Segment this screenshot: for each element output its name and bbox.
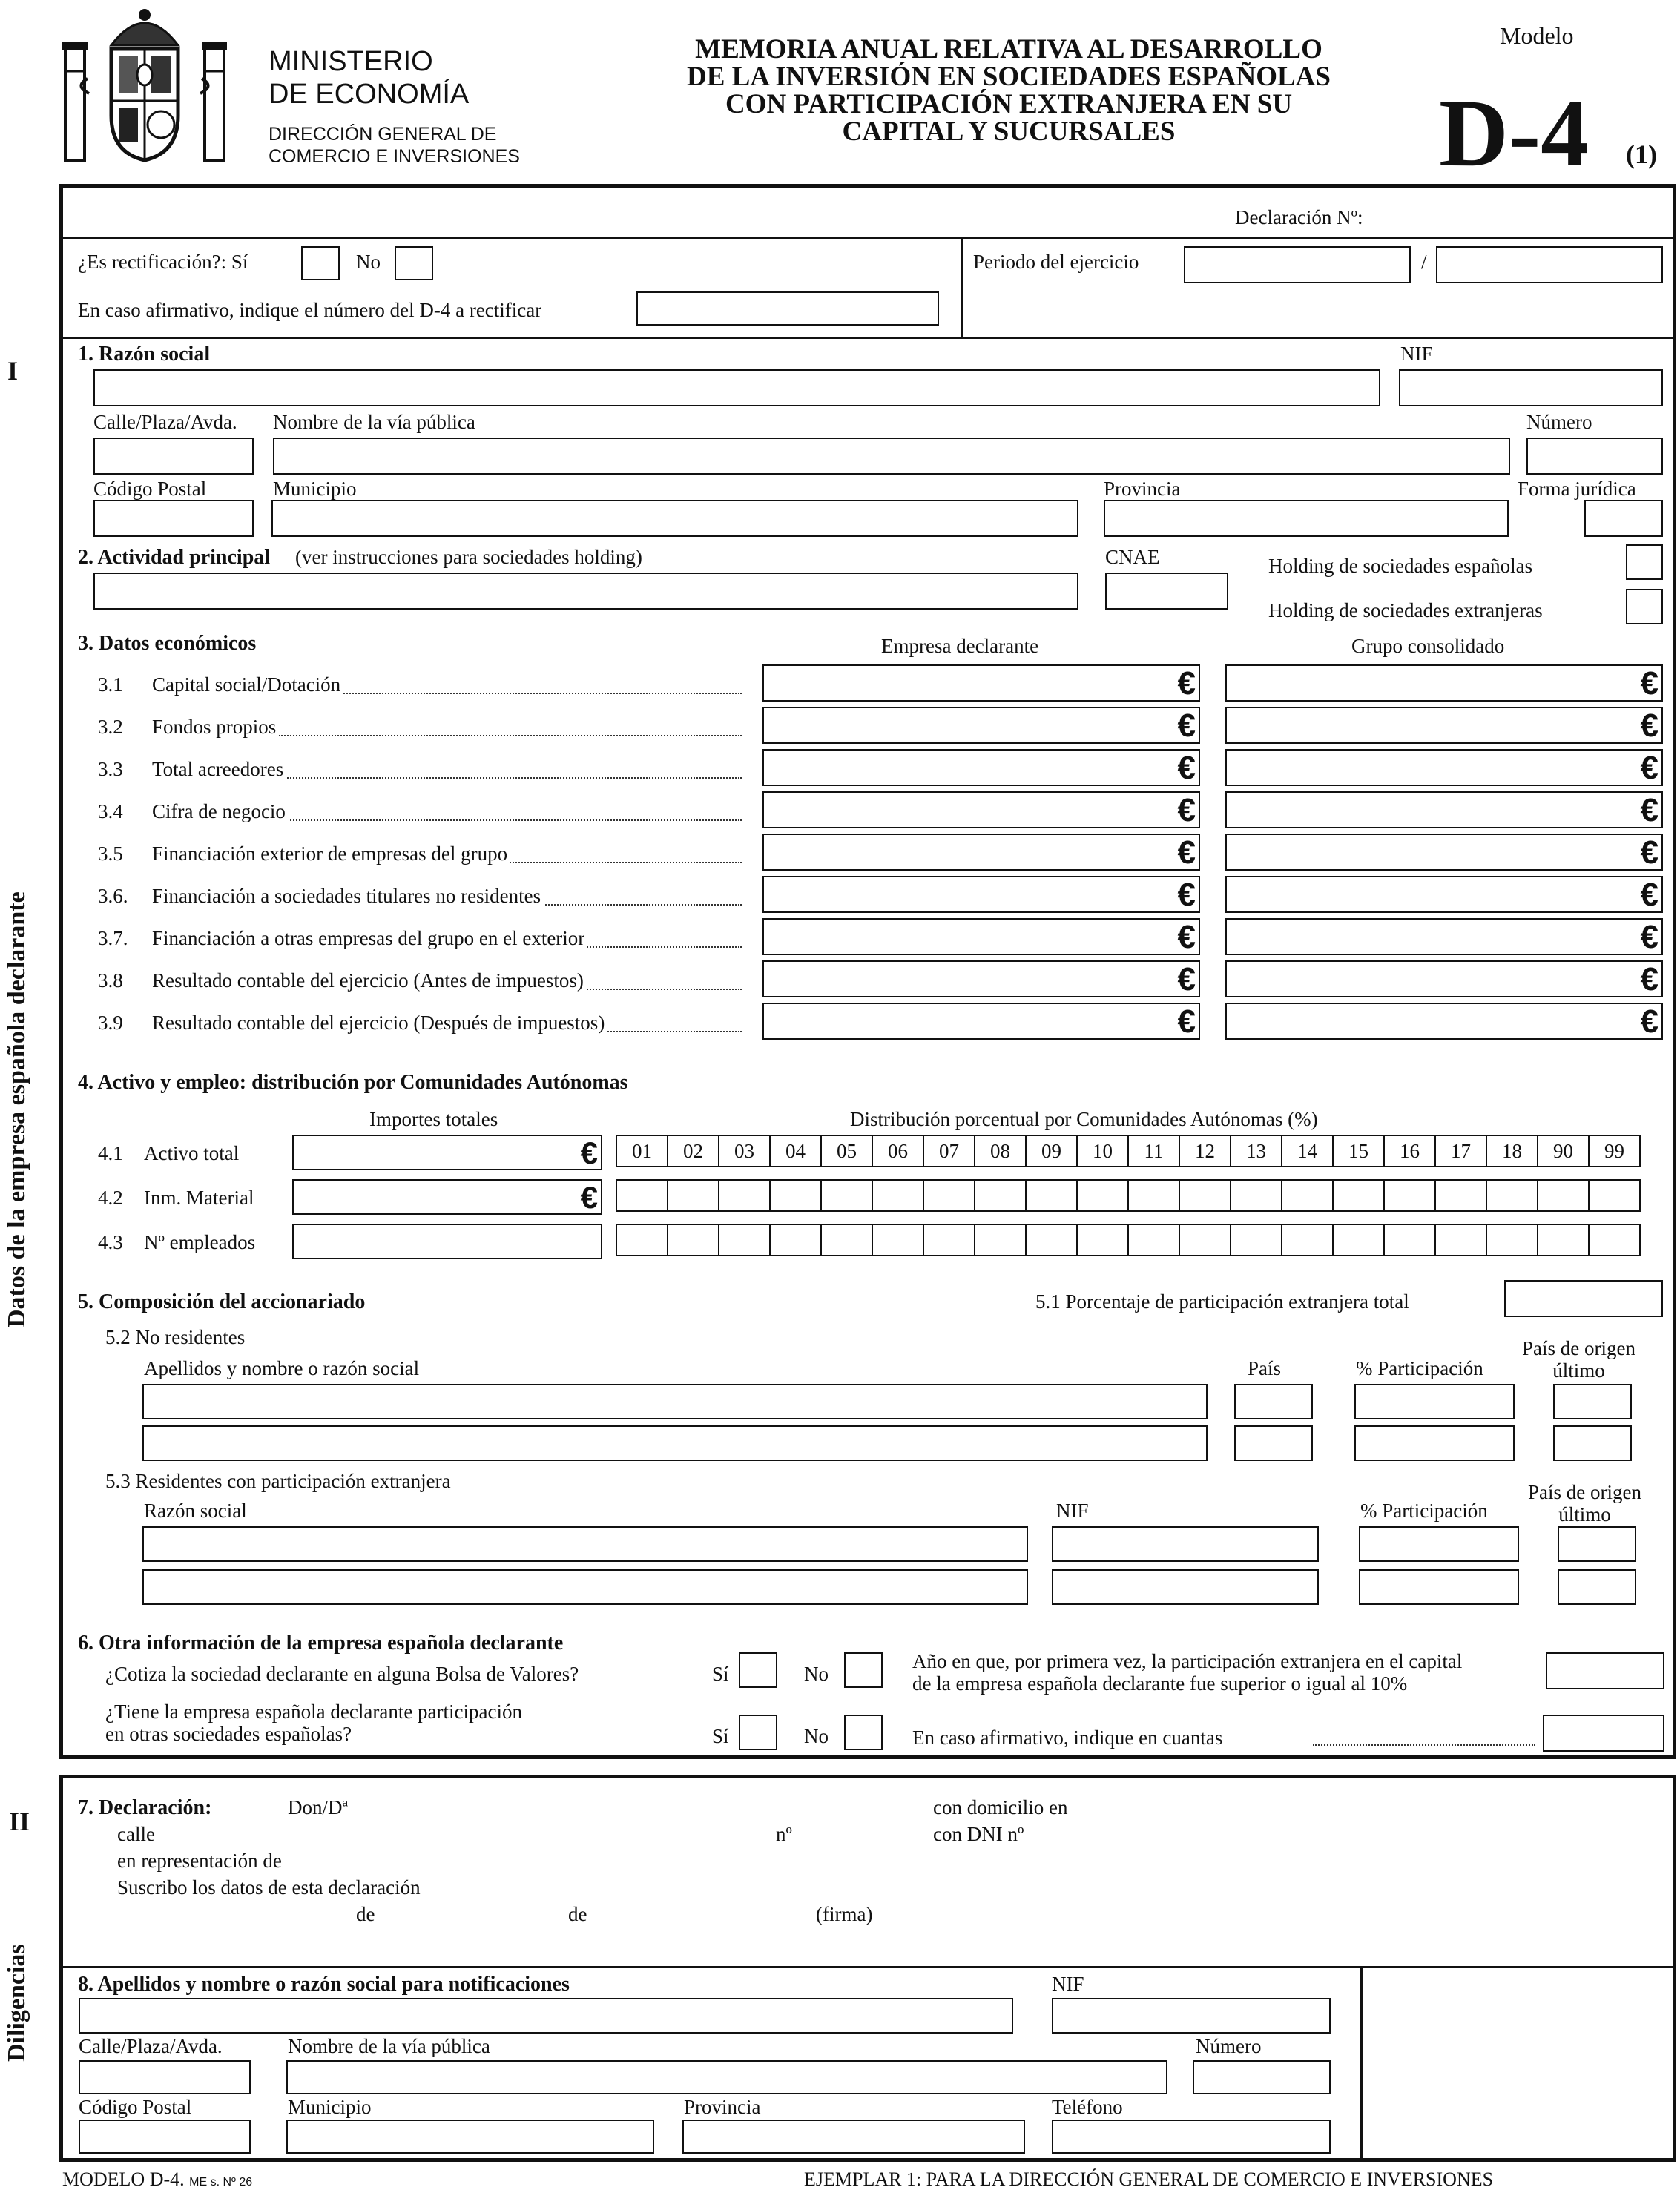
numero-input[interactable] — [1526, 438, 1663, 475]
econ-row-num: 3.3 — [98, 758, 123, 780]
part-si-label: Sí — [712, 1725, 729, 1747]
euro-icon: € — [1640, 792, 1658, 828]
ca-pct-input[interactable] — [974, 1224, 1027, 1256]
nores-origen-1[interactable] — [1553, 1384, 1632, 1419]
econ-row-num: 3.6. — [98, 885, 128, 907]
forma-input[interactable] — [1584, 500, 1663, 537]
grupo-amount-input[interactable] — [1225, 664, 1663, 702]
periodo-slash: / — [1421, 251, 1427, 273]
declaracion-title: 7. Declaración: — [78, 1796, 212, 1819]
apellidos-header: Apellidos y nombre o razón social — [144, 1357, 420, 1379]
residentes-label: 5.3 Residentes con participación extranjera — [105, 1470, 451, 1492]
otra-info-label: 6. Otra información de la empresa española declarante — [78, 1632, 564, 1655]
importe-total-input[interactable] — [292, 1179, 602, 1215]
ca-pct-input[interactable] — [1486, 1224, 1538, 1256]
euro-icon: € — [1177, 1003, 1196, 1040]
activo-row-label: Nº empleados — [144, 1231, 256, 1253]
nores-pct-1[interactable] — [1354, 1384, 1515, 1419]
s8-via-input[interactable] — [286, 2060, 1167, 2094]
nores-name-2[interactable] — [142, 1425, 1208, 1461]
empresa-amount-input[interactable] — [762, 960, 1200, 997]
econ-row-label: Total acreedores — [152, 759, 286, 779]
econ-row-num: 3.8 — [98, 969, 123, 992]
ca-code-cell: 17 — [1434, 1135, 1487, 1167]
section-1-title: Datos de la empresa española declarante — [3, 891, 30, 1327]
holding-es-label: Holding de sociedades españolas — [1268, 555, 1533, 577]
empresa-amount-input[interactable] — [762, 664, 1200, 702]
ca-pct-input[interactable] — [820, 1179, 873, 1212]
pais-header: País — [1248, 1357, 1282, 1379]
razon-header: Razón social — [144, 1500, 247, 1522]
section-1-roman: I — [7, 356, 19, 386]
activo-row-num: 4.1 — [98, 1142, 123, 1164]
ca-pct-input[interactable] — [769, 1179, 822, 1212]
razon-social-label: 1. Razón social — [78, 343, 211, 366]
provincia-label: Provincia — [1104, 478, 1181, 500]
importe-total-input[interactable] — [292, 1224, 602, 1259]
empresa-amount-input[interactable] — [762, 749, 1200, 786]
ca-pct-input[interactable] — [718, 1224, 771, 1256]
cnae-label: CNAE — [1105, 546, 1160, 568]
ca-code-cell: 16 — [1383, 1135, 1436, 1167]
ca-pct-input[interactable] — [923, 1224, 975, 1256]
calle-decl-label: calle — [117, 1823, 155, 1845]
s8-municipio-label: Municipio — [288, 2096, 372, 2118]
modelo-code: D-4 — [1439, 80, 1590, 187]
form-title: MEMORIA ANUAL RELATIVA AL DESARROLLO DE LA INVERSIÓN EN SOCIEDADES ESPAÑOLAS CON PARTICIPACIÓN EXTRANJERA EN SU CAPITAL Y SUCURSALES — [686, 34, 1331, 147]
euro-icon: € — [580, 1135, 598, 1170]
grupo-amount-input[interactable] — [1225, 707, 1663, 744]
direction-name: DIRECCIÓN GENERAL DE — [269, 124, 497, 145]
ca-pct-input[interactable] — [1281, 1179, 1334, 1212]
activo-empleo-label: 4. Activo y empleo: distribución por Comunidades Autónomas — [78, 1071, 628, 1094]
bolsa-no-checkbox[interactable] — [844, 1652, 883, 1688]
econ-row-label: Financiación exterior de empresas del grupo — [152, 844, 510, 864]
empresa-amount-input[interactable] — [762, 1003, 1200, 1040]
cp-label: Código Postal — [93, 478, 207, 500]
res-origen-1[interactable] — [1558, 1526, 1636, 1562]
rectificacion-no-checkbox[interactable] — [395, 246, 433, 280]
econ-row-num: 3.7. — [98, 927, 128, 949]
empresa-amount-input[interactable] — [762, 876, 1200, 913]
ministry-name: MINISTERIO — [269, 46, 433, 77]
distribucion-header: Distribución porcentual por Comunidades Autónomas (%) — [850, 1108, 1318, 1130]
grupo-amount-input[interactable] — [1225, 876, 1663, 913]
euro-icon: € — [1640, 665, 1658, 702]
ca-pct-input[interactable] — [1486, 1179, 1538, 1212]
ca-code-cell: 06 — [872, 1135, 924, 1167]
s8-provincia-input[interactable] — [682, 2120, 1025, 2154]
modelo-note: (1) — [1626, 139, 1657, 169]
bolsa-si-checkbox[interactable] — [739, 1652, 777, 1688]
res-origen-2[interactable] — [1558, 1569, 1636, 1605]
dni-label: con DNI nº — [933, 1823, 1024, 1845]
representacion-label: en representación de — [117, 1850, 282, 1872]
de-label-2: de — [568, 1903, 587, 1925]
ca-pct-input[interactable] — [1230, 1179, 1282, 1212]
ca-pct-input[interactable] — [616, 1224, 668, 1256]
ca-pct-input[interactable] — [718, 1179, 771, 1212]
euro-icon: € — [1640, 1003, 1658, 1040]
euro-icon: € — [1640, 877, 1658, 913]
ca-pct-input[interactable] — [1127, 1179, 1180, 1212]
econ-row-num: 3.1 — [98, 673, 123, 696]
ca-pct-input[interactable] — [1179, 1224, 1231, 1256]
econ-row-label: Cifra de negocio — [152, 802, 289, 822]
empresa-amount-input[interactable] — [762, 707, 1200, 744]
euro-icon: € — [1177, 919, 1196, 955]
ca-pct-input[interactable] — [769, 1224, 822, 1256]
ca-code-cell: 18 — [1486, 1135, 1538, 1167]
no-residentes-label: 5.2 No residentes — [105, 1326, 246, 1348]
suscribo-label: Suscribo los datos de esta declaración — [117, 1876, 421, 1899]
bolsa-question: ¿Cotiza la sociedad declarante en alguna Bolsa de Valores? — [105, 1663, 579, 1685]
bolsa-no-label: No — [804, 1663, 829, 1685]
ca-pct-input[interactable] — [1588, 1224, 1641, 1256]
ca-code-cell: 12 — [1179, 1135, 1231, 1167]
rectificacion-si-checkbox[interactable] — [301, 246, 340, 280]
holding-ex-checkbox[interactable] — [1626, 589, 1663, 624]
ca-pct-input[interactable] — [1537, 1224, 1590, 1256]
participacion-header: % Participación — [1356, 1357, 1483, 1379]
ca-code-cell: 04 — [769, 1135, 822, 1167]
euro-icon: € — [1640, 834, 1658, 871]
ca-code-cell: 10 — [1076, 1135, 1129, 1167]
periodo-end-input[interactable] — [1436, 246, 1663, 283]
actividad-label: 2. Actividad principal — [78, 546, 271, 569]
modelo-label: Modelo — [1500, 22, 1574, 49]
nores-pct-2[interactable] — [1354, 1425, 1515, 1461]
ministry-name-2: DE ECONOMÍA — [269, 78, 470, 110]
cp-input[interactable] — [93, 500, 254, 537]
municipio-input[interactable] — [271, 500, 1078, 537]
econ-row-label: Resultado contable del ejercicio (Antes de impuestos) — [152, 971, 587, 991]
s8-calle-input[interactable] — [79, 2060, 251, 2094]
ca-pct-input[interactable] — [667, 1224, 719, 1256]
ca-code-cell: 09 — [1025, 1135, 1078, 1167]
s8-municipio-input[interactable] — [286, 2120, 654, 2154]
numero-label: Número — [1526, 411, 1592, 433]
declaracion-label: Declaración Nº: — [1235, 206, 1363, 228]
s8-calle-label: Calle/Plaza/Avda. — [79, 2035, 223, 2057]
res-name-2[interactable] — [142, 1569, 1028, 1605]
s8-cp-label: Código Postal — [79, 2096, 192, 2118]
econ-row-num: 3.4 — [98, 800, 123, 822]
anio-label: Año en que, por primera vez, la participación extranjera en el capital de la empresa española declarante fue superior o igual al 10% — [912, 1650, 1463, 1695]
euro-icon: € — [1177, 792, 1196, 828]
part-si-checkbox[interactable] — [739, 1715, 777, 1750]
periodo-label: Periodo del ejercicio — [973, 251, 1139, 273]
activo-row-num: 4.2 — [98, 1187, 123, 1209]
ca-pct-input[interactable] — [820, 1224, 873, 1256]
euro-icon: € — [1640, 750, 1658, 786]
res-pct-1[interactable] — [1359, 1526, 1519, 1562]
cnae-input[interactable] — [1105, 573, 1228, 610]
part-no-checkbox[interactable] — [844, 1715, 883, 1750]
direction-name-2: COMERCIO E INVERSIONES — [269, 146, 520, 167]
econ-row-label: Capital social/Dotación — [152, 675, 343, 695]
ca-pct-input[interactable] — [872, 1179, 924, 1212]
ca-pct-input[interactable] — [1025, 1179, 1078, 1212]
nores-pais-2[interactable] — [1234, 1425, 1313, 1461]
rectificacion-label: ¿Es rectificación?: Sí — [78, 251, 248, 273]
euro-icon: € — [1177, 961, 1196, 997]
ca-code-cell: 08 — [974, 1135, 1027, 1167]
econ-row-num: 3.2 — [98, 716, 123, 738]
empresa-amount-input[interactable] — [762, 791, 1200, 828]
empresa-declarante-header: Empresa declarante — [881, 635, 1039, 657]
ca-pct-input[interactable] — [1383, 1224, 1436, 1256]
ca-code-cell: 13 — [1230, 1135, 1282, 1167]
res-pct-2[interactable] — [1359, 1569, 1519, 1605]
ca-pct-input[interactable] — [1179, 1179, 1231, 1212]
euro-icon: € — [1177, 708, 1196, 744]
ca-distribution-row — [616, 1179, 1639, 1212]
activo-row-label: Inm. Material — [144, 1187, 254, 1209]
res-nif-2[interactable] — [1052, 1569, 1319, 1605]
ca-pct-input[interactable] — [1434, 1179, 1487, 1212]
s8-via-label: Nombre de la vía pública — [288, 2035, 490, 2057]
euro-icon: € — [1177, 665, 1196, 702]
ca-pct-input[interactable] — [1537, 1179, 1590, 1212]
s8-telefono-input[interactable] — [1052, 2120, 1331, 2154]
footer-copy: EJEMPLAR 1: PARA LA DIRECCIÓN GENERAL DE COMERCIO E INVERSIONES — [804, 2168, 1494, 2190]
n-decl-label: nº — [776, 1823, 792, 1845]
euro-icon: € — [1640, 961, 1658, 997]
s8-telefono-label: Teléfono — [1052, 2096, 1123, 2118]
res-origen-header: País de origen último — [1528, 1481, 1641, 1526]
calle-label: Calle/Plaza/Avda. — [93, 411, 237, 433]
holding-ex-label: Holding de sociedades extranjeras — [1268, 599, 1543, 621]
res-nif-header: NIF — [1056, 1500, 1089, 1522]
s8-nif-input[interactable] — [1052, 1998, 1331, 2034]
res-name-1[interactable] — [142, 1526, 1028, 1562]
s8-cp-input[interactable] — [79, 2120, 251, 2154]
econ-row-num: 3.9 — [98, 1012, 123, 1034]
rectificar-number-input[interactable] — [636, 291, 939, 326]
euro-icon: € — [1177, 877, 1196, 913]
ca-code-cell: 01 — [616, 1135, 668, 1167]
s8-numero-input[interactable] — [1193, 2060, 1331, 2094]
municipio-label: Municipio — [273, 478, 357, 500]
don-label: Don/Dª — [288, 1796, 348, 1818]
via-label: Nombre de la vía pública — [273, 411, 475, 433]
ca-pct-input[interactable] — [923, 1179, 975, 1212]
ca-pct-input[interactable] — [667, 1179, 719, 1212]
euro-icon: € — [580, 1180, 598, 1215]
euro-icon: € — [1640, 708, 1658, 744]
ca-pct-input[interactable] — [1127, 1224, 1180, 1256]
ca-pct-input[interactable] — [1281, 1224, 1334, 1256]
ca-pct-input[interactable] — [1383, 1179, 1436, 1212]
forma-label: Forma jurídica — [1518, 478, 1636, 500]
ca-code-cell: 11 — [1127, 1135, 1180, 1167]
participacion-question: ¿Tiene la empresa española declarante participación en otras sociedades españolas? — [105, 1701, 522, 1745]
ca-pct-input[interactable] — [1230, 1224, 1282, 1256]
nif-input[interactable] — [1399, 369, 1663, 406]
ca-distribution-row — [616, 1224, 1639, 1256]
econ-row-num: 3.5 — [98, 842, 123, 865]
activo-row-num: 4.3 — [98, 1231, 123, 1253]
s8-numero-label: Número — [1196, 2035, 1262, 2057]
grupo-amount-input[interactable] — [1225, 918, 1663, 955]
domicilio-label: con domicilio en — [933, 1796, 1068, 1818]
ca-code-cell: 99 — [1588, 1135, 1641, 1167]
calle-input[interactable] — [93, 438, 254, 475]
firma-label: (firma) — [816, 1903, 873, 1925]
empresa-amount-input[interactable] — [762, 918, 1200, 955]
nores-origen-2[interactable] — [1553, 1425, 1632, 1461]
ca-code-cell: 90 — [1537, 1135, 1590, 1167]
activo-row-label: Activo total — [144, 1142, 240, 1164]
ca-distribution-row — [616, 1135, 1639, 1167]
nores-name-1[interactable] — [142, 1384, 1208, 1419]
ca-pct-input[interactable] — [1076, 1179, 1129, 1212]
provincia-input[interactable] — [1104, 500, 1509, 537]
grupo-amount-input[interactable] — [1225, 791, 1663, 828]
ca-code-cell: 07 — [923, 1135, 975, 1167]
grupo-amount-input[interactable] — [1225, 1003, 1663, 1040]
s8-name-input[interactable] — [79, 1998, 1013, 2034]
euro-icon: € — [1177, 834, 1196, 871]
ca-pct-input[interactable] — [872, 1224, 924, 1256]
ca-pct-input[interactable] — [1076, 1224, 1129, 1256]
actividad-note: (ver instrucciones para sociedades holding) — [295, 546, 642, 568]
econ-row-label: Financiación a sociedades titulares no residentes — [152, 886, 544, 906]
econ-row-label: Fondos propios — [152, 717, 279, 737]
ca-code-cell: 02 — [667, 1135, 719, 1167]
accionariado-label: 5. Composición del accionariado — [78, 1290, 366, 1313]
section-2-title: Diligencias — [3, 1944, 30, 2062]
ca-code-cell: 05 — [820, 1135, 873, 1167]
res-nif-1[interactable] — [1052, 1526, 1319, 1562]
ca-code-cell: 03 — [718, 1135, 771, 1167]
ca-code-cell: 14 — [1281, 1135, 1334, 1167]
de-label-1: de — [356, 1903, 375, 1925]
anio-input[interactable] — [1546, 1652, 1664, 1689]
coat-of-arms-logo — [59, 4, 230, 164]
grupo-consolidado-header: Grupo consolidado — [1351, 635, 1505, 657]
rectificar-number-label: En caso afirmativo, indique el número del D-4 a rectificar — [78, 299, 542, 321]
ca-pct-input[interactable] — [616, 1179, 668, 1212]
empresa-amount-input[interactable] — [762, 834, 1200, 871]
footer-model: MODELO D-4. ME s. Nº 26 — [62, 2168, 253, 2190]
section-2-roman: II — [9, 1807, 30, 1836]
ca-pct-input[interactable] — [1332, 1179, 1385, 1212]
econ-row-label: Financiación a otras empresas del grupo en el exterior — [152, 929, 587, 949]
nif-label: NIF — [1400, 343, 1433, 365]
razon-social-input[interactable] — [93, 369, 1380, 406]
rectificacion-no-label: No — [356, 251, 381, 273]
grupo-amount-input[interactable] — [1225, 749, 1663, 786]
cuantas-label: En caso afirmativo, indique en cuantas — [912, 1726, 1223, 1749]
pct-total-input[interactable] — [1504, 1280, 1663, 1317]
datos-economicos-label: 3. Datos económicos — [78, 632, 257, 655]
grupo-amount-input[interactable] — [1225, 960, 1663, 997]
origen-header: País de origen último — [1522, 1337, 1635, 1382]
ca-pct-input[interactable] — [1025, 1224, 1078, 1256]
ca-pct-input[interactable] — [1434, 1224, 1487, 1256]
periodo-start-input[interactable] — [1184, 246, 1411, 283]
ca-code-cell: 15 — [1332, 1135, 1385, 1167]
s8-nif-label: NIF — [1052, 1973, 1084, 1995]
holding-es-checkbox[interactable] — [1626, 544, 1663, 580]
res-participacion-header: % Participación — [1360, 1500, 1488, 1522]
via-input[interactable] — [273, 438, 1510, 475]
euro-icon: € — [1640, 919, 1658, 955]
ca-pct-input[interactable] — [1332, 1224, 1385, 1256]
pct-total-label: 5.1 Porcentaje de participación extranjera total — [1035, 1290, 1409, 1313]
cuantas-input[interactable] — [1543, 1715, 1664, 1752]
nores-pais-1[interactable] — [1234, 1384, 1313, 1419]
euro-icon: € — [1177, 750, 1196, 786]
grupo-amount-input[interactable] — [1225, 834, 1663, 871]
importes-header: Importes totales — [369, 1108, 498, 1130]
importe-total-input[interactable] — [292, 1135, 602, 1170]
part-no-label: No — [804, 1725, 829, 1747]
econ-row-label: Resultado contable del ejercicio (Después de impuestos) — [152, 1013, 607, 1033]
ca-pct-input[interactable] — [1588, 1179, 1641, 1212]
bolsa-si-label: Sí — [712, 1663, 729, 1685]
actividad-input[interactable] — [93, 573, 1078, 610]
ca-pct-input[interactable] — [974, 1179, 1027, 1212]
notificaciones-title: 8. Apellidos y nombre o razón social para notificaciones — [78, 1973, 570, 1996]
s8-provincia-label: Provincia — [684, 2096, 761, 2118]
